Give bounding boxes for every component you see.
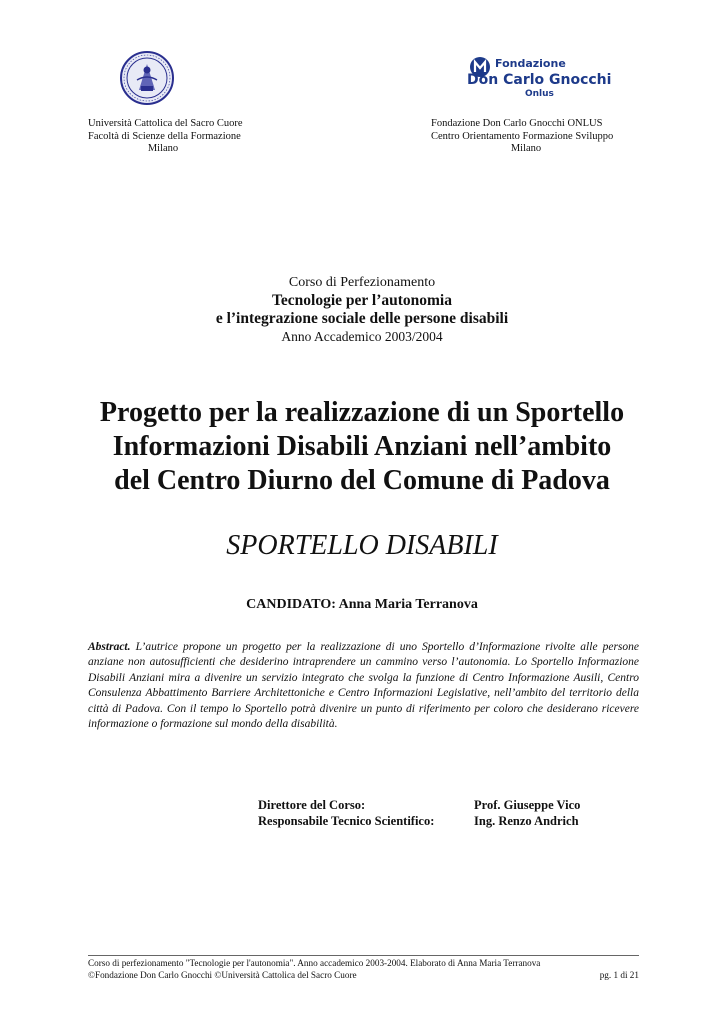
university-city: Milano	[147, 143, 179, 154]
course-title	[0, 292, 724, 328]
project-title-line2: Informazioni Disabili Anziani nell’ambito	[112, 431, 612, 462]
logo-text-name: Don Carlo Gnocchi	[467, 72, 612, 88]
staff-row-scientific	[258, 814, 579, 829]
logo-text-fondazione: Fondazione	[495, 57, 566, 70]
staff-name: Ing. Renzo Andrich	[474, 814, 579, 828]
project-title	[0, 396, 724, 498]
project-title-line3: del Centro Diurno del Comune di Padova	[114, 465, 610, 496]
university-header	[88, 118, 268, 156]
footer-line2-wrap	[88, 969, 639, 981]
staff-role: Responsabile Tecnico Scientifico:	[258, 814, 435, 828]
fondazione-gnocchi-logo	[465, 56, 615, 102]
foundation-center: Centro Orientamento Formazione Sviluppo	[431, 130, 614, 142]
staff-row-director	[258, 798, 580, 813]
course-title-line2: e l’integrazione sociale delle persone disabili	[215, 310, 509, 327]
abstract-text: L’autrice propone un progetto per la realizzazione di uno Sportello d’Informazione rivolte alle persone anziane non autosufficienti che desiderino intraprendere un cammino verso l’autonomia. Lo Sportello Informazione Disabili Anziani mira a divenire un servizio integrato che svolga la funzione di Centro Informazione Ausili, Centro Consulenza Abbattimento Barriere Architettoniche e Centro Informazioni Legislative, nell’ambito del territorio della città di Padova. Con il tempo lo Sportello potrà divenire un punto di riferimento per coloro che desiderano ricevere informazione o formazione sul mondo della disabilità.	[88, 641, 640, 731]
foundation-name: Fondazione Don Carlo Gnocchi ONLUS	[431, 118, 603, 129]
page-number: pg. 1 di 21	[599, 970, 639, 980]
short-title: SPORTELLO DISABILI	[226, 530, 498, 561]
footer-divider	[88, 955, 639, 956]
course-title-line1: Tecnologie per l’autonomia	[272, 292, 452, 309]
project-title-line1: Progetto per la realizzazione di un Sportello	[99, 397, 625, 428]
foundation-header	[431, 118, 641, 156]
abstract-label: Abstract.	[88, 641, 131, 653]
foundation-city: Milano	[510, 143, 542, 154]
abstract	[88, 640, 639, 732]
academic-year: Anno Accademico 2003/2004	[281, 329, 443, 344]
logo-text-onlus: Onlus	[525, 89, 554, 99]
staff-name: Prof. Giuseppe Vico	[474, 798, 581, 812]
footer-copyright: ©Fondazione Don Carlo Gnocchi ©Università Cattolica del Sacro Cuore	[88, 970, 357, 980]
faculty-name: Facoltà di Scienze della Formazione	[88, 130, 241, 142]
candidate-name: CANDIDATO: Anna Maria Terranova	[246, 597, 478, 612]
course-label: Corso di Perfezionamento	[288, 275, 436, 290]
university-name: Università Cattolica del Sacro Cuore	[88, 118, 243, 129]
ucsc-seal-logo	[119, 50, 175, 106]
footer-line1: Corso di perfezionamento "Tecnologie per l'autonomia". Anno accademico 2003-2004. Elaborato di Anna Maria Terranova	[88, 958, 541, 968]
staff-role: Direttore del Corso:	[258, 798, 366, 812]
